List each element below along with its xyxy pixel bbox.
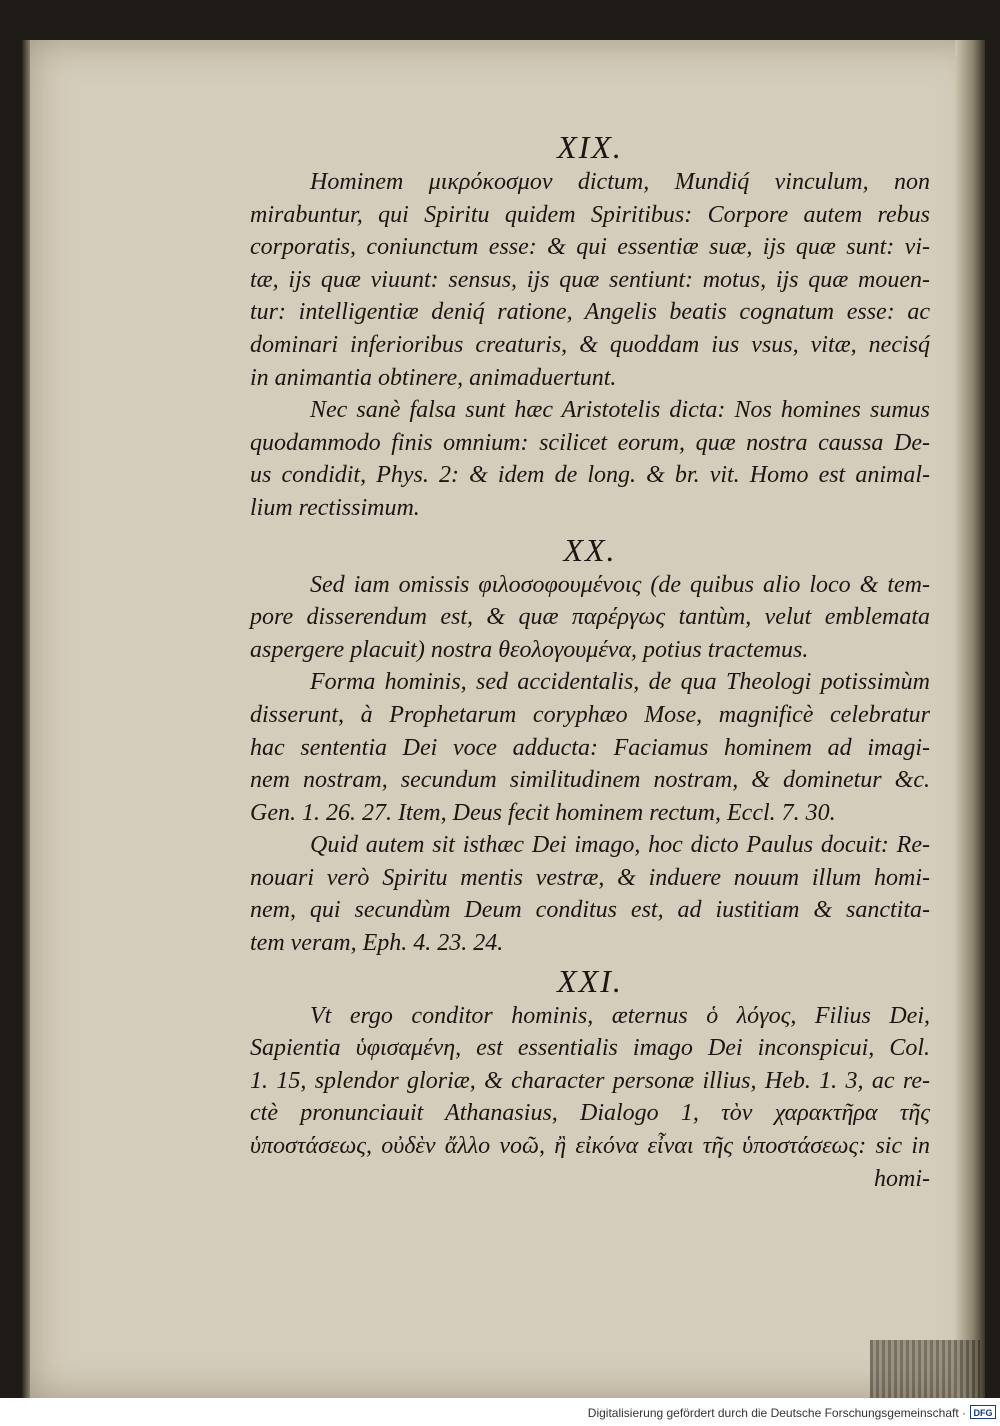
- text-line: tur: intelligentiæ deniq́ ratione, Angelis beatis cognatum esse: ac: [250, 299, 930, 326]
- text-line: mirabuntur, qui Spiritu quidem Spiritibus: Corpore autem rebus: [250, 201, 930, 228]
- text-line: 1. 15, splendor gloriæ, & character personæ illius, Heb. 1. 3, ac re-: [250, 1067, 930, 1094]
- section-heading-xxi: XXI.: [557, 962, 623, 999]
- page-text: [250, 128, 930, 1195]
- text-line: in animantia obtinere, animaduertunt.: [250, 364, 617, 391]
- right-page-edge: [955, 40, 985, 1398]
- text-line: nem, qui secundùm Deum conditus est, ad iustitiam & sanctita-: [250, 897, 930, 924]
- text-line: quodammodo finis omnium: scilicet eorum, quæ nostra caussa De-: [250, 429, 930, 456]
- text-line: disserunt, à Prophetarum coryphæo Mose, magnificè celebratur: [250, 701, 930, 728]
- text-line: dominari inferioribus creaturis, & quoddam ius vsus, vitæ, necisq́: [250, 331, 930, 358]
- text-line: ctè pronunciauit Athanasius, Dialogo 1, τὸν χαρακτῆρα τῆς: [250, 1100, 930, 1127]
- text-line: hac sententia Dei voce adducta: Faciamus hominem ad imagi-: [250, 734, 930, 761]
- text-line: Vt ergo conditor hominis, æternus ὁ λόγος, Filius Dei,: [310, 1002, 930, 1029]
- text-line: tem veram, Eph. 4. 23. 24.: [250, 930, 504, 957]
- text-line: corporatis, coniunctum esse: & qui essentiæ suæ, ijs quæ sunt: vi-: [250, 234, 930, 261]
- text-line: Sapientia ὑφισαμένη, est essentialis imago Dei inconspicui, Col.: [250, 1035, 930, 1062]
- section-heading-xx: XX.: [563, 531, 617, 568]
- text-line: Sed iam omissis φιλοσοφουμένοις (de quibus alio loco & tem-: [310, 571, 930, 598]
- text-line: Gen. 1. 26. 27. Item, Deus fecit hominem rectum, Eccl. 7. 30.: [250, 799, 836, 826]
- text-line: lium rectissimum.: [250, 494, 420, 521]
- dfg-logo: DFG: [970, 1405, 996, 1419]
- text-line: nouari verò Spiritu mentis vestræ, & induere nouum illum homi-: [250, 864, 930, 891]
- text-line: Hominem μικρόκοσμον dictum, Mundiq́ vinculum, non: [310, 169, 930, 195]
- text-line: Quid autem sit isthæc Dei imago, hoc dicto Paulus docuit: Re-: [310, 832, 930, 859]
- text-line: us condidit, Phys. 2: & idem de long. & br. vit. Homo est animal-: [250, 462, 930, 489]
- catchword: homi-: [874, 1165, 930, 1192]
- text-line: Nec sanè falsa sunt hæc Aristotelis dicta: Nos homines sumus: [310, 397, 930, 424]
- text-line: nem nostram, secundum similitudinem nostram, & dominetur &c.: [250, 767, 930, 794]
- text-line: pore disserendum est, & quæ παρέργως tantùm, velut emblemata: [250, 604, 930, 631]
- text-line: tæ, ijs quæ viuunt: sensus, ijs quæ sentiunt: motus, ijs quæ mouen-: [250, 266, 930, 293]
- text-line: ὑποστάσεως, οὐδὲν ἄλλο νοῶ, ἢ εἰκόνα εἶναι τῆς ὑποστάσεως: sic in: [250, 1133, 930, 1160]
- footer-credit: Digitalisierung gefördert durch die Deutsche Forschungsgemeinschaft ·: [587, 1406, 966, 1420]
- page-stack-edge: [870, 1340, 980, 1398]
- text-line: aspergere placuit) nostra θεολογουμένα, potius tractemus.: [250, 636, 809, 663]
- text-line: Forma hominis, sed accidentalis, de qua Theologi potissimùm: [310, 669, 930, 696]
- section-heading-xix: XIX.: [557, 129, 623, 165]
- digitization-footer: [0, 1398, 1000, 1426]
